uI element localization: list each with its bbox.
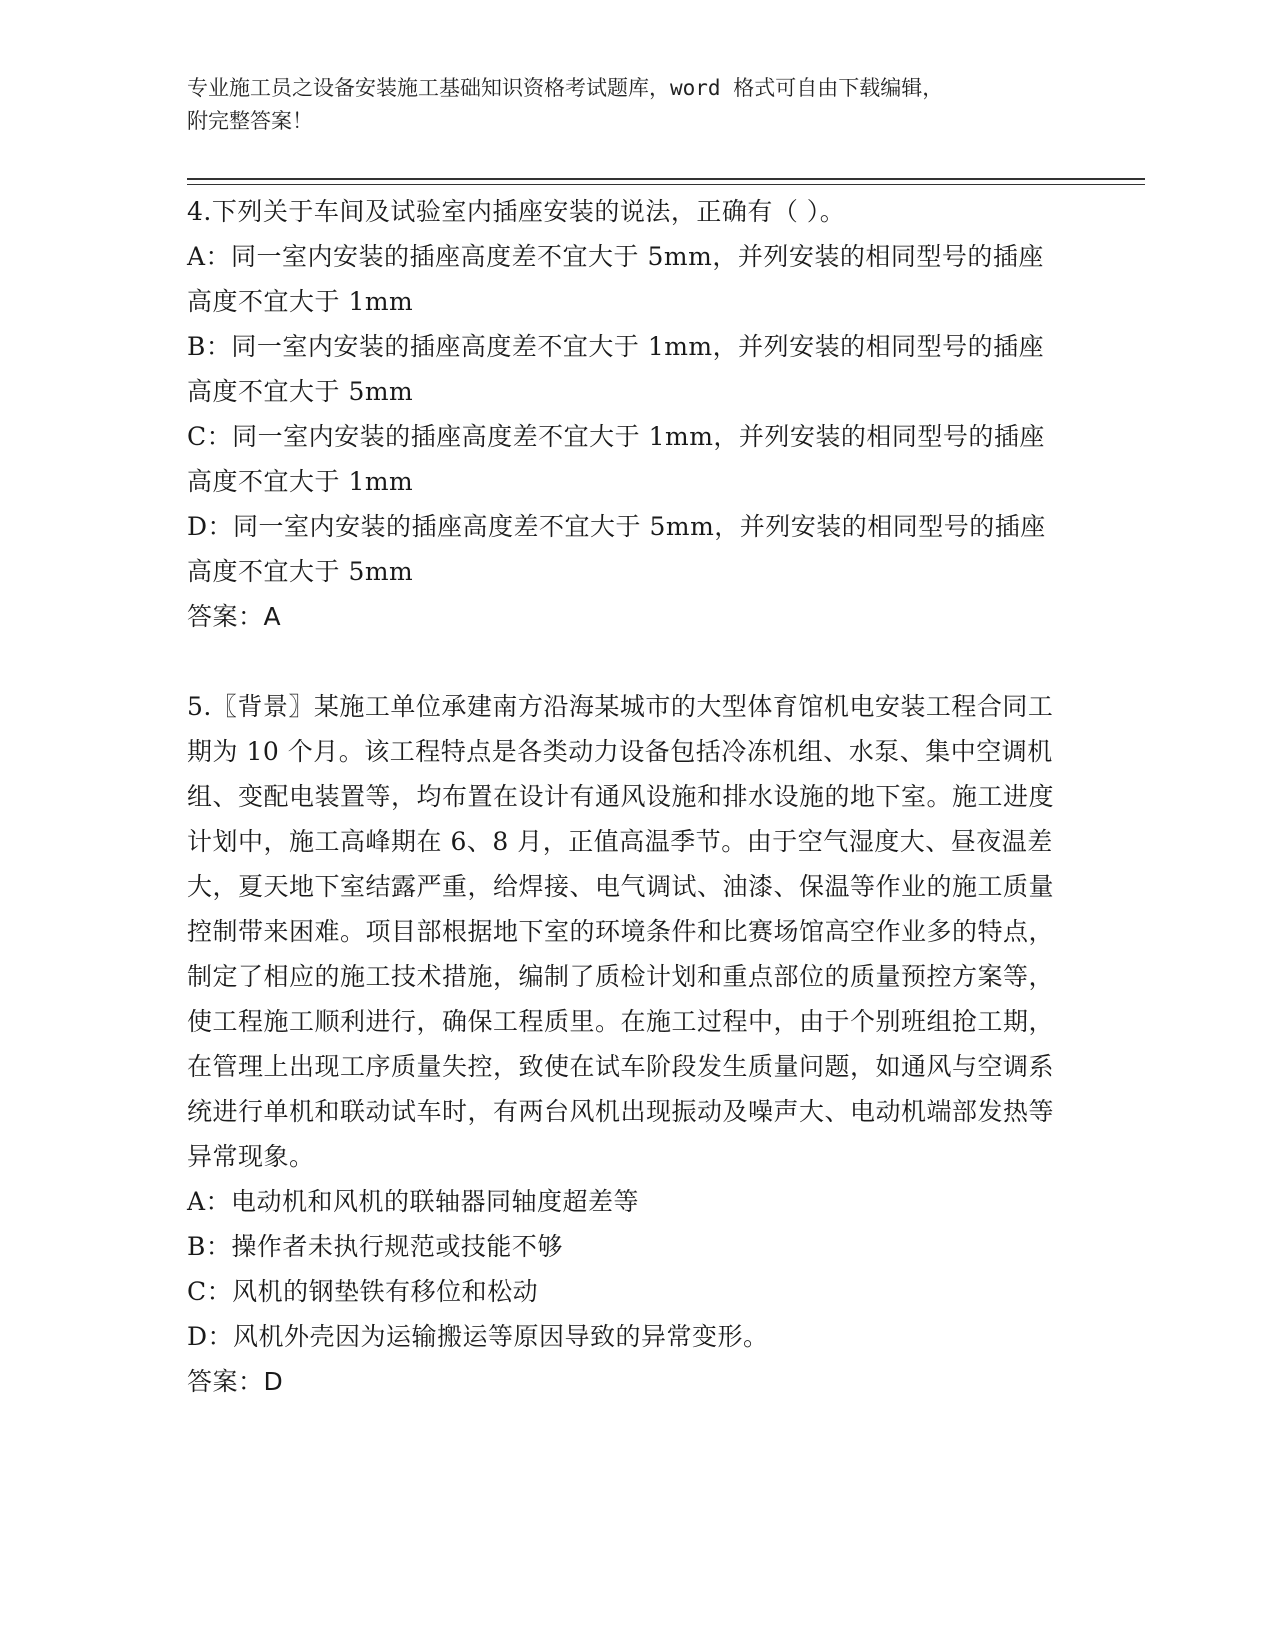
- question-text: 5.〖背景〗某施工单位承建南方沿海某城市的大型体育馆机电安装工程合同工期为 10 个月。该工程特点是各类动力设备包括冷冻机组、水泵、集中空调机组、变配电装置等，均布置在设计有通风设施和排水设施的地下室。施工进度计划中，施工高峰期在 6、8 月，正值高温季节。由于空气湿度大、昼夜温差大，夏天地下室结露严重，给焊接、电气调试、油漆、保温等作业的施工质量控制带来困难。项目部根据地下室的环境条件和比赛场馆高空作业多的特点，制定了相应的施工技术措施，编制了质检计划和重点部位的质量预控方案等，使工程施工顺利进行，确保工程质里。在施工过程中，由于个别班组抢工期，在管理上出现工序质量失控，致使在试车阶段发生质量问题，如通风与空调系统进行单机和联动试车时，有两台风机出现振动及噪声大、电动机端部发热等异常现象。: [187, 692, 1055, 1171]
- question-list: [187, 189, 1067, 1404]
- question-text: 4.下列关于车间及试验室内插座安装的说法，正确有（ ）。: [187, 197, 846, 226]
- option-c: C：同一室内安装的插座高度差不宜大于 1mm，并列安装的相同型号的插座高度不宜大于 1mm: [187, 422, 1045, 496]
- question-4: [187, 189, 1067, 639]
- option-b: B：同一室内安装的插座高度差不宜大于 1mm，并列安装的相同型号的插座高度不宜大于 5mm: [187, 332, 1045, 406]
- question-5: [187, 684, 1067, 1404]
- document-header: [187, 72, 1067, 138]
- header-line-1: 专业施工员之设备安装施工基础知识资格考试题库，word 格式可自由下载编辑，: [187, 76, 944, 100]
- option-a: A：同一室内安装的插座高度差不宜大于 5mm，并列安装的相同型号的插座高度不宜大于 1mm: [187, 242, 1044, 316]
- header-line-2: 附完整答案！: [187, 109, 313, 133]
- header-divider-thin: [187, 184, 1145, 185]
- option-c: C：风机的钢垫铁有移位和松动: [187, 1277, 539, 1306]
- option-d: D：风机外壳因为运输搬运等原因导致的异常变形。: [187, 1322, 769, 1351]
- option-a: A：电动机和风机的联轴器同轴度超差等: [187, 1187, 640, 1216]
- question-spacer: [187, 639, 1067, 684]
- header-divider-thick: [187, 178, 1145, 180]
- option-b: B：操作者未执行规范或技能不够: [187, 1232, 563, 1261]
- option-d: D：同一室内安装的插座高度差不宜大于 5mm，并列安装的相同型号的插座高度不宜大于 5mm: [187, 512, 1046, 586]
- answer: 答案：A: [187, 602, 282, 631]
- answer: 答案：D: [187, 1367, 284, 1396]
